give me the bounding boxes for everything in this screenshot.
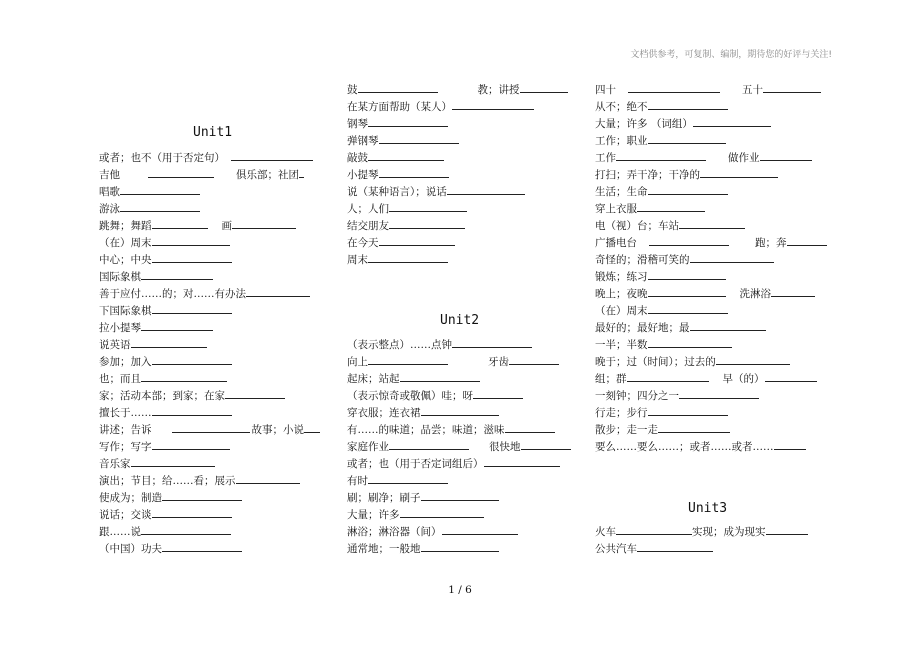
vocab-row: 擅长于……	[99, 405, 232, 418]
vocab-row: 有……的味道；品尝；味道；滋味	[347, 422, 555, 435]
vocab-row: 家；活动本部；到家；在家	[99, 388, 285, 401]
answer-blank[interactable]	[421, 541, 499, 552]
answer-blank[interactable]	[787, 235, 827, 246]
answer-blank[interactable]	[473, 388, 523, 399]
answer-blank[interactable]	[379, 167, 449, 178]
vocab-row: 讲述；告诉 故事；小说	[99, 422, 320, 435]
answer-blank[interactable]	[368, 354, 448, 365]
vocab-row: 唱歌	[99, 184, 200, 197]
vocab-row: 晚于；过（时间）；过去的	[595, 354, 790, 367]
vocab-row: 有时	[347, 473, 448, 486]
vocab-row: （中国）功夫	[99, 541, 242, 554]
vocab-row: 敲鼓	[347, 150, 444, 163]
watermark: 文档供参考，可复制、编制，期待您的好评与关注!	[630, 50, 832, 60]
answer-blank[interactable]	[232, 218, 296, 229]
answer-blank[interactable]	[627, 371, 709, 382]
vocab-row: 游泳	[99, 201, 200, 214]
answer-blank[interactable]	[299, 167, 304, 178]
answer-blank[interactable]	[693, 116, 771, 127]
unit3-heading: Unit3	[688, 501, 728, 516]
answer-blank[interactable]	[648, 99, 728, 110]
answer-blank[interactable]	[484, 456, 560, 467]
vocab-row: 晚上；夜晚 洗淋浴	[595, 286, 815, 299]
vocab-row: 一半；半数	[595, 337, 732, 350]
vocab-row: 音乐家	[99, 456, 215, 469]
answer-blank[interactable]	[368, 252, 448, 263]
vocab-row: 中心；中央	[99, 252, 232, 265]
vocab-row: 奇怪的；滑稽可笑的	[595, 252, 774, 265]
answer-blank[interactable]	[152, 303, 232, 314]
vocab-row: 起床；站起	[347, 371, 480, 384]
answer-blank[interactable]	[152, 439, 230, 450]
answer-blank[interactable]	[400, 507, 484, 518]
vocab-row: 说（某种语言）；说话	[347, 184, 525, 197]
vocab-row: 跳舞；舞蹈 画	[99, 218, 296, 231]
answer-blank[interactable]	[679, 218, 745, 229]
vocab-row: 生活；生命	[595, 184, 728, 197]
vocab-row: 打扫；弄干净；干净的	[595, 167, 778, 180]
answer-blank[interactable]	[152, 218, 208, 229]
answer-blank[interactable]	[358, 82, 438, 93]
vocab-row: 使成为；制造	[99, 490, 242, 503]
answer-blank[interactable]	[389, 201, 467, 212]
answer-blank[interactable]	[421, 405, 499, 416]
answer-blank[interactable]	[765, 371, 817, 382]
answer-blank[interactable]	[368, 473, 448, 484]
answer-blank[interactable]	[389, 439, 469, 450]
answer-blank[interactable]	[131, 337, 207, 348]
answer-blank[interactable]	[690, 252, 774, 263]
answer-blank[interactable]	[141, 269, 213, 280]
answer-blank[interactable]	[648, 184, 728, 195]
answer-blank[interactable]	[637, 201, 705, 212]
vocab-row: 或者；也不（用于否定句）	[99, 150, 313, 163]
answer-blank[interactable]	[172, 422, 250, 433]
vocab-row: 演出；节目；给……看；展示	[99, 473, 300, 486]
answer-blank[interactable]	[400, 371, 480, 382]
vocab-row: 穿上衣服	[595, 201, 705, 214]
vocab-row: 吉他 俱乐部；社团	[99, 167, 304, 180]
answer-blank[interactable]	[774, 439, 806, 450]
answer-blank[interactable]	[509, 354, 559, 365]
answer-blank[interactable]	[505, 422, 555, 433]
vocab-row: 组；群 早（的）	[595, 371, 817, 384]
answer-blank[interactable]	[152, 405, 232, 416]
vocab-row: 钢琴	[347, 116, 448, 129]
answer-blank[interactable]	[120, 184, 200, 195]
vocab-row: 从不；绝不	[595, 99, 728, 112]
answer-blank[interactable]	[368, 116, 448, 127]
answer-blank[interactable]	[649, 235, 729, 246]
vocab-row: 要么……要么……；或者……或者……	[595, 439, 806, 452]
vocab-row: 向上 牙齿	[347, 354, 559, 367]
vocab-row: 家庭作业 很快地	[347, 439, 571, 452]
answer-blank[interactable]	[520, 82, 568, 93]
answer-blank[interactable]	[304, 422, 320, 433]
vocab-row: 广播电台 跑；奔	[595, 235, 827, 248]
unit2-heading: Unit2	[440, 313, 480, 328]
vocab-row: 大量；许多 （词组）	[595, 116, 771, 129]
answer-blank[interactable]	[442, 524, 518, 535]
answer-blank[interactable]	[648, 133, 726, 144]
answer-blank[interactable]	[225, 388, 285, 399]
vocab-row: （表示整点）……点钟	[347, 337, 532, 350]
vocab-row: 在今天	[347, 235, 455, 248]
answer-blank[interactable]	[648, 405, 728, 416]
vocab-row: 最好的；最好地；最	[595, 320, 766, 333]
vocab-row: 国际象棋	[99, 269, 213, 282]
answer-blank[interactable]	[152, 252, 232, 263]
answer-blank[interactable]	[152, 354, 232, 365]
answer-blank[interactable]	[162, 490, 242, 501]
answer-blank[interactable]	[616, 524, 692, 535]
vocab-row: 电（视）台；车站	[595, 218, 745, 231]
vocab-row: 大量；许多	[347, 507, 484, 520]
answer-blank[interactable]	[452, 99, 534, 110]
vocab-row: 参加；加入	[99, 354, 232, 367]
answer-blank[interactable]	[763, 82, 821, 93]
vocab-row: 拉小提琴	[99, 320, 213, 333]
vocab-row: 公共汽车	[595, 541, 713, 554]
vocab-row: 火车 实现；成为现实	[595, 524, 808, 537]
unit1-heading: Unit1	[193, 125, 233, 140]
answer-blank[interactable]	[452, 337, 532, 348]
answer-blank[interactable]	[379, 133, 459, 144]
answer-blank[interactable]	[700, 167, 778, 178]
answer-blank[interactable]	[379, 235, 455, 246]
answer-blank[interactable]	[389, 218, 465, 229]
answer-blank[interactable]	[231, 150, 313, 161]
answer-blank[interactable]	[521, 439, 571, 450]
vocab-row: 善于应付……的；对……有办法	[99, 286, 310, 299]
answer-blank[interactable]	[148, 167, 214, 178]
answer-blank[interactable]	[716, 354, 790, 365]
answer-blank[interactable]	[368, 150, 444, 161]
vocab-row: 工作 做作业	[595, 150, 812, 163]
answer-blank[interactable]	[162, 541, 242, 552]
page-number: 1 / 6	[448, 584, 472, 596]
vocab-row: 人；人们	[347, 201, 467, 214]
answer-blank[interactable]	[760, 150, 812, 161]
answer-blank[interactable]	[648, 337, 732, 348]
vocab-row: 小提琴	[347, 167, 449, 180]
vocab-row: （表示惊奇或敬佩）哇；呀	[347, 388, 523, 401]
answer-blank[interactable]	[616, 150, 706, 161]
vocab-row: 或者；也（用于否定词组后）	[347, 456, 560, 469]
vocab-row: 通常地；一般地	[347, 541, 499, 554]
vocab-row: 鼓 教；讲授	[347, 82, 568, 95]
vocab-row: 下国际象棋	[99, 303, 232, 316]
vocab-row: 工作；职业	[595, 133, 726, 146]
vocab-row: 在某方面帮助（某人）	[347, 99, 534, 112]
answer-blank[interactable]	[648, 303, 728, 314]
answer-blank[interactable]	[236, 473, 300, 484]
answer-blank[interactable]	[246, 286, 310, 297]
vocab-row: 刷；刷净；刷子	[347, 490, 499, 503]
vocab-row: 跟……说	[99, 524, 231, 537]
vocab-row: 锻炼；练习	[595, 269, 726, 282]
answer-blank[interactable]	[648, 269, 726, 280]
answer-blank[interactable]	[637, 541, 713, 552]
answer-blank[interactable]	[447, 184, 525, 195]
answer-blank[interactable]	[152, 507, 232, 518]
answer-blank[interactable]	[421, 490, 499, 501]
answer-blank[interactable]	[141, 524, 231, 535]
answer-blank[interactable]	[141, 371, 227, 382]
answer-blank[interactable]	[658, 422, 730, 433]
vocab-row: 四十 五十	[595, 82, 821, 95]
vocab-row: 写作；写字	[99, 439, 230, 452]
vocab-row: （在）周末	[595, 303, 728, 316]
answer-blank[interactable]	[679, 388, 759, 399]
answer-blank[interactable]	[120, 201, 200, 212]
answer-blank[interactable]	[690, 320, 766, 331]
vocab-row: 也；而且	[99, 371, 227, 384]
vocab-row: 说话；交谈	[99, 507, 232, 520]
vocab-row: 说英语	[99, 337, 207, 350]
vocab-row: （在）周末	[99, 235, 230, 248]
vocab-row: 穿衣服；连衣裙	[347, 405, 499, 418]
vocab-row: 弹钢琴	[347, 133, 459, 146]
answer-blank[interactable]	[628, 82, 720, 93]
vocab-row: 结交朋友	[347, 218, 465, 231]
answer-blank[interactable]	[131, 456, 215, 467]
answer-blank[interactable]	[152, 235, 230, 246]
vocab-row: 行走；步行	[595, 405, 728, 418]
vocab-row: 散步；走一走	[595, 422, 730, 435]
answer-blank[interactable]	[771, 286, 815, 297]
vocab-row: 淋浴；淋浴器（间）	[347, 524, 518, 537]
vocab-row: 周末	[347, 252, 448, 265]
answer-blank[interactable]	[648, 286, 726, 297]
vocab-row: 一刻钟；四分之一	[595, 388, 759, 401]
answer-blank[interactable]	[141, 320, 213, 331]
answer-blank[interactable]	[766, 524, 808, 535]
